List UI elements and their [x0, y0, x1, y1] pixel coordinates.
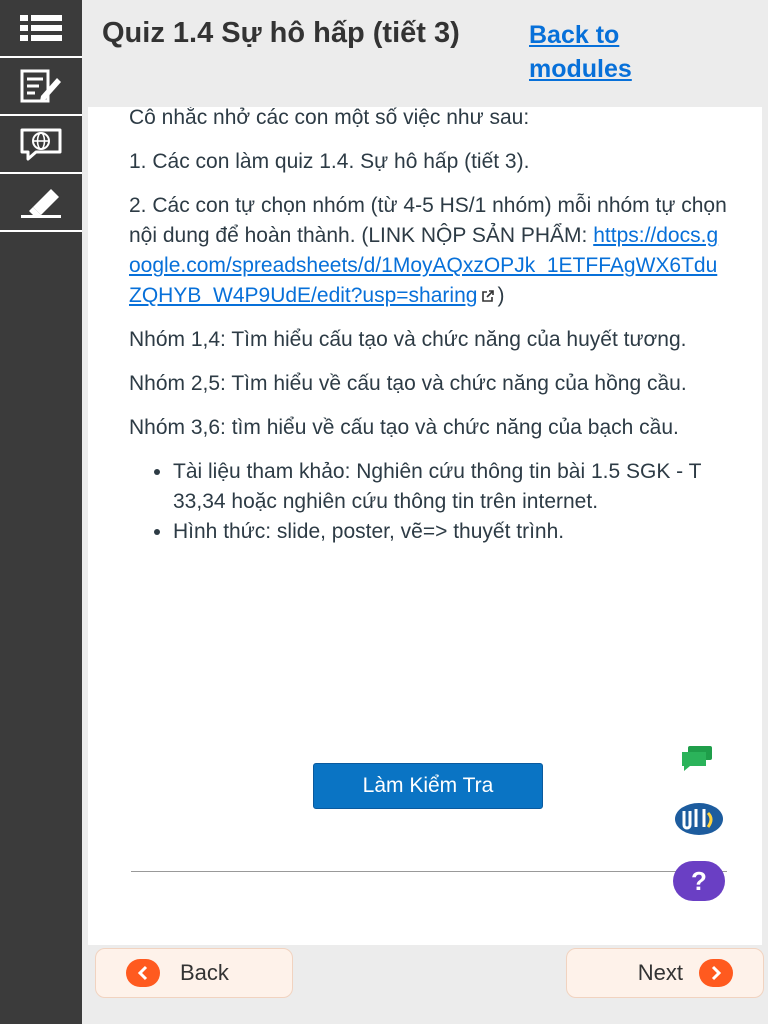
list-item: • Hình thức: slide, poster, vẽ=> thuyết trình. [173, 517, 729, 547]
next-button-label: Next [637, 960, 683, 985]
web-chat-icon [18, 126, 64, 162]
highlighter-icon [19, 185, 63, 219]
back-button[interactable] [95, 948, 293, 998]
chat-button[interactable] [678, 741, 718, 775]
help-icon: ? [691, 865, 707, 896]
page-header [82, 0, 768, 107]
chat-bubble-icon [680, 744, 716, 772]
instruction-item-2-close: ) [497, 284, 505, 307]
group-2-5-text: Nhóm 2,5: Tìm hiểu về cấu tạo và chức năng của hồng cầu. [129, 372, 687, 395]
submission-link[interactable]: https://docs.google.com/spreadsheets/d/1MoyAQxzOPJk_1ETFFAgWX6TduZQHYB_W4P9UdE/edit?usp=sharing [129, 224, 719, 307]
instruction-item-2-text: 2. Các con tự chọn nhóm (từ 4-5 HS/1 nhóm) mỗi nhóm tự chọn nội dung để hoàn thành. (LINK NỘP SẢN PHẨM: [129, 194, 727, 247]
instruction-item-2 [129, 191, 729, 311]
back-to-modules-link[interactable]: Back to modules [529, 21, 632, 83]
chevron-left-icon [126, 959, 160, 987]
external-link-icon [481, 289, 495, 303]
page-title: Quiz 1.4 Sự hô hấp (tiết 3) [102, 17, 460, 49]
main-panel [82, 0, 768, 1024]
accessibility-button[interactable] [674, 799, 724, 839]
sidebar-item-web-chat[interactable] [0, 116, 82, 174]
modules-list-icon [18, 13, 64, 43]
sidebar-item-highlighter[interactable] [0, 174, 82, 232]
instruction-item-1: 1. Các con làm quiz 1.4. Sự hô hấp (tiết 3). [129, 150, 530, 173]
left-sidebar [0, 0, 82, 1024]
divider [131, 871, 727, 872]
content-text [129, 107, 729, 547]
next-button[interactable] [566, 948, 764, 998]
intro-text: Cô nhắc nhở các con một số việc như sau: [129, 107, 530, 129]
notes-edit-icon [19, 68, 63, 104]
sidebar-item-modules[interactable] [0, 0, 82, 58]
reading-tool-icon [674, 801, 724, 837]
back-button-label: Back [180, 960, 229, 985]
group-3-6-text: Nhóm 3,6: tìm hiểu về cấu tạo và chức năng của bạch cầu. [129, 416, 679, 439]
content-area [88, 107, 762, 945]
chevron-right-icon [699, 959, 733, 987]
take-quiz-button[interactable]: Làm Kiểm Tra [313, 763, 543, 809]
group-1-4-text: Nhóm 1,4: Tìm hiểu cấu tạo và chức năng của huyết tương. [129, 328, 687, 351]
bullet-list [129, 457, 729, 547]
sidebar-item-notes[interactable] [0, 58, 82, 116]
list-item: • Tài liệu tham khảo: Nghiên cứu thông tin bài 1.5 SGK - T 33,34 hoặc nghiên cứu thông tin trên internet. [173, 457, 729, 517]
help-button[interactable] [673, 861, 725, 901]
